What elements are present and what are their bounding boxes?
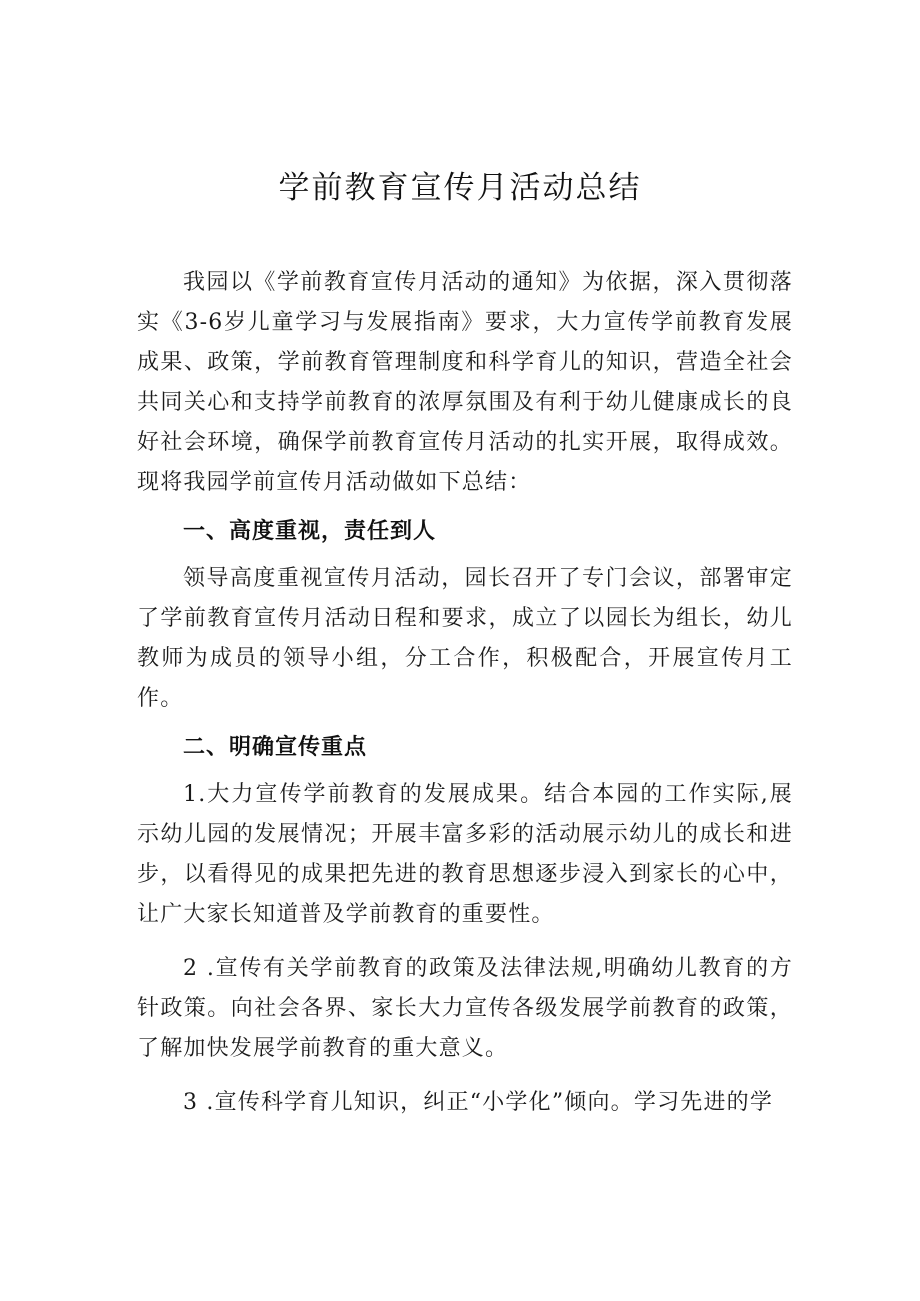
list-item-3: 3 .宣传科学育儿知识，纠正“小学化”倾向。学习先进的学 bbox=[183, 1090, 774, 1115]
section-1-paragraph: 领导高度重视宣传月活动，园长召开了专门会议，部署审定了学前教育宣传月活动日程和要求，成立了以园长为组长，幼儿教师为成员的领导小组，分工合作，积极配合，开展宣传月工作。 bbox=[137, 566, 793, 711]
document-title: 学前教育宣传月活动总结 bbox=[278, 170, 642, 206]
list-item-2: 2 .宣传有关学前教育的政策及法律法规,明确幼儿教育的方针政策。向社会各界、家长大力宣传各级发展学前教育的政策，了解加快发展学前教育的重大意义。 bbox=[137, 956, 793, 1061]
document-body bbox=[137, 263, 793, 1123]
section-heading-2: 二、明确宣传重点 bbox=[183, 735, 368, 760]
section-heading-1: 一、高度重视，责任到人 bbox=[183, 519, 437, 544]
intro-paragraph: 我园以《学前教育宣传月活动的通知》为依据，深入贯彻落实《3-6岁儿童学习与发展指南》要求，大力宣传学前教育发展成果、政策，学前教育管理制度和科学育儿的知识，营造全社会共同关心和支持学前教育的浓厚氛围及有利于幼儿健康成长的良好社会环境，确保学前教育宣传月活动的扎实开展，取得成效。现将我园学前宣传月活动做如下总结： bbox=[137, 270, 793, 495]
list-item-1: 1.大力宣传学前教育的发展成果。结合本园的工作实际,展示幼儿园的发展情况；开展丰富多彩的活动展示幼儿的成长和进步，以看得见的成果把先进的教育思想逐步浸入到家长的心中，让广大家长知道普及学前教育的重要性。 bbox=[137, 782, 793, 927]
